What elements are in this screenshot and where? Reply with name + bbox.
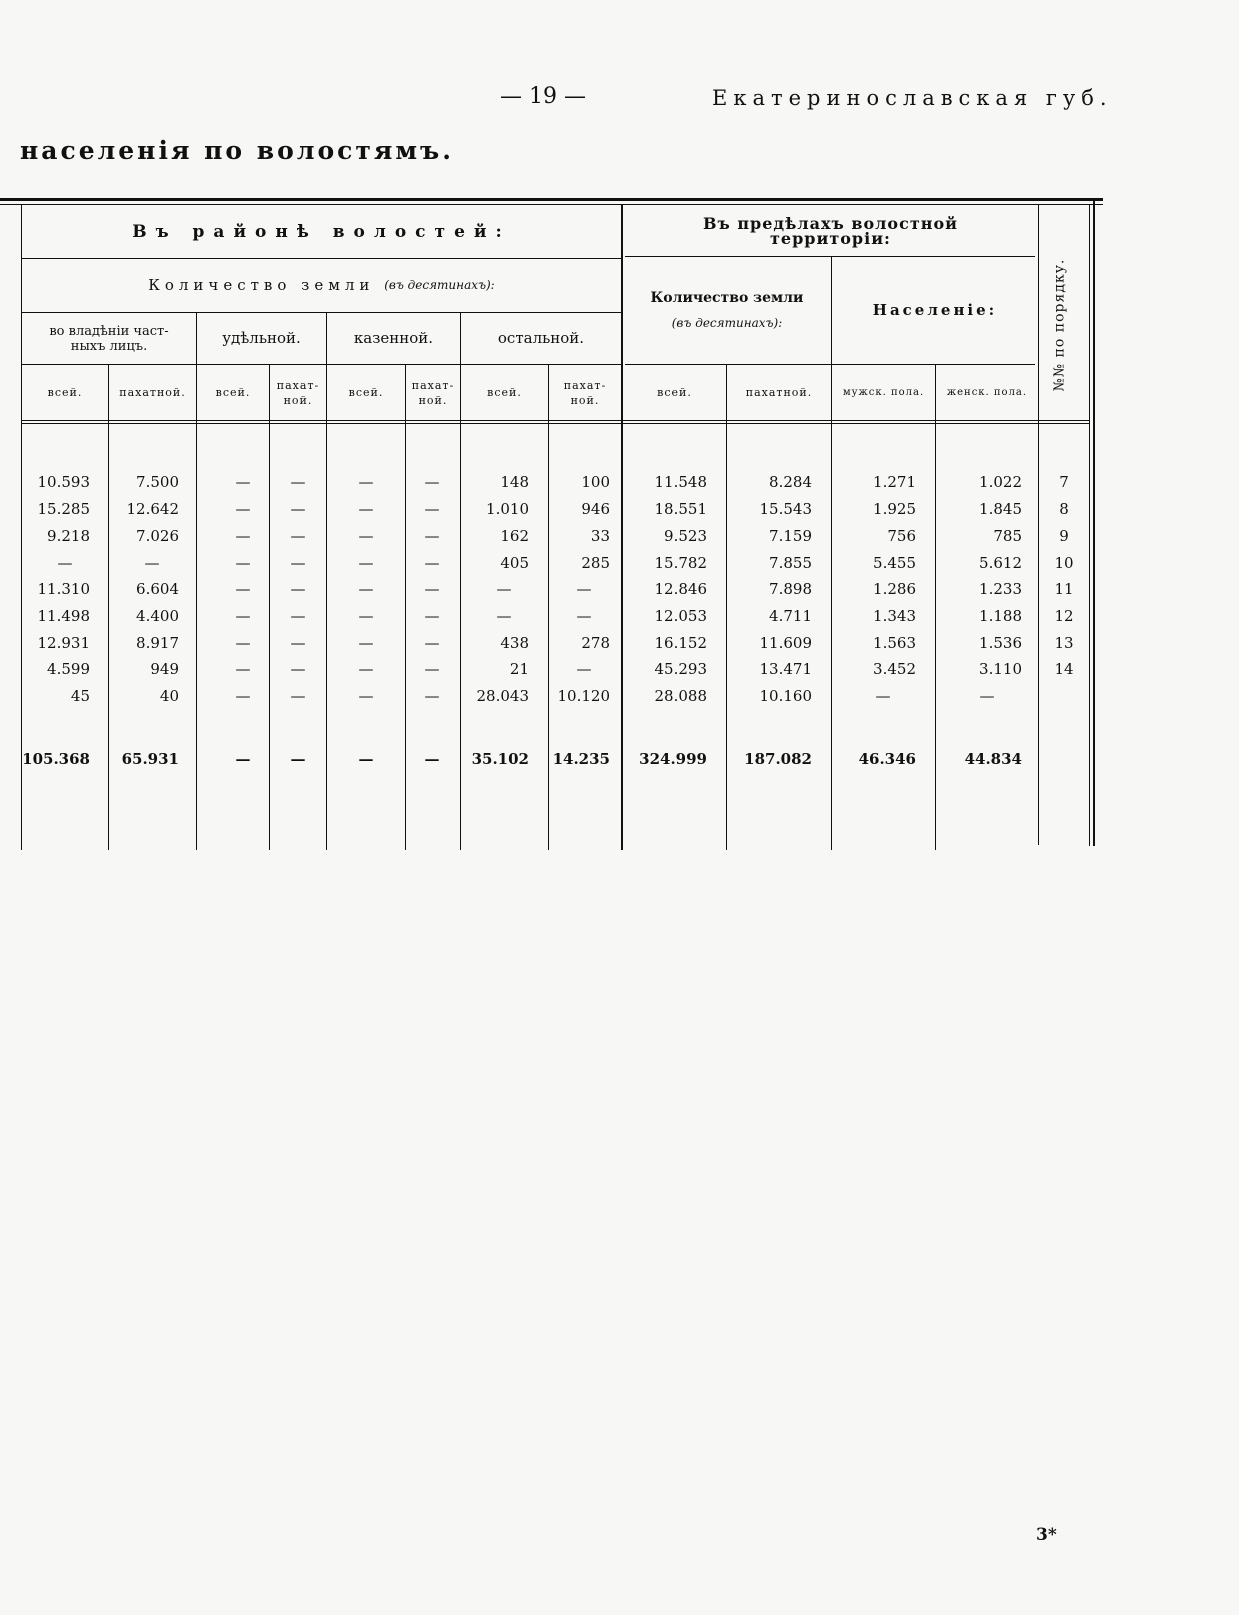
- total-cell: —: [358, 750, 374, 768]
- col-header-3: всей.: [215, 386, 251, 399]
- col-sep-7: [548, 364, 549, 850]
- table-cell: 6.604: [136, 580, 179, 598]
- table-cell: 1.925: [873, 500, 916, 518]
- table-cell: —: [358, 687, 374, 705]
- group-district-heading: Въ районѣ волостей:: [132, 221, 511, 242]
- table-cell: —: [235, 473, 251, 491]
- signature-mark: 3*: [1036, 1525, 1057, 1545]
- section-title: населенія по волостямъ.: [20, 136, 454, 165]
- table-cell: —: [290, 473, 306, 491]
- table-cell: —: [875, 687, 891, 705]
- table-cell: 45.293: [654, 660, 707, 678]
- table-cell: 13.471: [759, 660, 812, 678]
- subgroup-udel: удѣльной.: [222, 329, 301, 347]
- col-sep-order: [1038, 205, 1039, 845]
- land-amount-heading: [22, 259, 621, 312]
- table-cell: 162: [500, 527, 529, 545]
- col-header-10: пахатной.: [745, 386, 813, 399]
- population-heading: Населеніе:: [872, 301, 998, 319]
- table-cell: —: [424, 580, 440, 598]
- table-cell: —: [235, 687, 251, 705]
- col-header-12: женск. пола.: [946, 387, 1028, 398]
- table-cell: 7.898: [769, 580, 812, 598]
- total-cell: 324.999: [639, 750, 707, 768]
- table-cell: 40: [159, 687, 179, 705]
- table-cell: 11: [1054, 580, 1074, 598]
- order-heading: №№ по порядку.: [1051, 258, 1067, 392]
- table-cell: 11.609: [759, 634, 812, 652]
- table-cell: 1.343: [873, 607, 916, 625]
- table-cell: 12.053: [654, 607, 707, 625]
- table-cell: 3.452: [873, 660, 916, 678]
- table-cell: 7.026: [136, 527, 179, 545]
- table-cell: 278: [581, 634, 610, 652]
- table-cell: —: [290, 500, 306, 518]
- table-cell: —: [290, 554, 306, 572]
- table-cell: 10.160: [759, 687, 812, 705]
- table-cell: —: [496, 607, 512, 625]
- table-cell: 11.548: [654, 473, 707, 491]
- table-cell: —: [424, 634, 440, 652]
- table-cell: 1.233: [979, 580, 1022, 598]
- table-cell: —: [358, 607, 374, 625]
- table-cell: —: [424, 687, 440, 705]
- table-cell: —: [424, 527, 440, 545]
- col-header-11: мужск. пола.: [842, 387, 925, 398]
- table-cell: 949: [150, 660, 179, 678]
- table-cell: 28.043: [476, 687, 529, 705]
- table-cell: 15.543: [759, 500, 812, 518]
- table-cell: —: [576, 660, 592, 678]
- table-cell: 1.022: [979, 473, 1022, 491]
- table-cell: —: [424, 554, 440, 572]
- territory-land-label: Количество земли: [650, 289, 804, 306]
- table-cell: —: [358, 660, 374, 678]
- table-cell: 756: [887, 527, 916, 545]
- table-right-border: [1093, 200, 1095, 846]
- table-cell: 7: [1059, 473, 1069, 491]
- subgroup-private: во владѣніи част- ныхъ лицъ.: [49, 323, 169, 354]
- col-header-2: пахатной.: [119, 386, 186, 399]
- table-cell: 4.711: [769, 607, 812, 625]
- table-cell: —: [235, 500, 251, 518]
- table-cell: 10.593: [37, 473, 90, 491]
- total-cell: 46.346: [858, 750, 916, 768]
- total-cell: 65.931: [121, 750, 179, 768]
- table-cell: 12.931: [37, 634, 90, 652]
- table-cell: 285: [581, 554, 610, 572]
- table-cell: 7.855: [769, 554, 812, 572]
- table-cell: —: [290, 527, 306, 545]
- table-cell: —: [144, 554, 160, 572]
- table-cell: —: [235, 634, 251, 652]
- col-header-1: всей.: [47, 386, 83, 399]
- table-cell: 3.110: [979, 660, 1022, 678]
- col-sep-5: [405, 364, 406, 850]
- total-cell: —: [235, 750, 251, 768]
- table-cell: —: [979, 687, 995, 705]
- col-header-5: всей.: [348, 386, 384, 399]
- table-top-rule-thin: [0, 204, 1103, 205]
- table-cell: 8: [1059, 500, 1069, 518]
- total-cell: 35.102: [471, 750, 529, 768]
- table-cell: 16.152: [654, 634, 707, 652]
- table-cell: —: [290, 607, 306, 625]
- land-amount-unit: (въ десятинахъ):: [384, 278, 495, 292]
- total-cell: 44.834: [964, 750, 1022, 768]
- table-cell: 1.845: [979, 500, 1022, 518]
- col-header-7: всей.: [487, 386, 522, 399]
- running-head: Екатеринославская губ.: [712, 86, 1113, 110]
- rule-under-columns: [22, 420, 1090, 421]
- table-cell: 15.782: [654, 554, 707, 572]
- table-cell: —: [290, 634, 306, 652]
- table-cell: 1.286: [873, 580, 916, 598]
- col-header-4: пахат- ной.: [276, 378, 320, 407]
- table-cell: —: [235, 580, 251, 598]
- table-cell: 28.088: [654, 687, 707, 705]
- table-cell: —: [424, 500, 440, 518]
- table-cell: 1.271: [873, 473, 916, 491]
- table-cell: 5.612: [979, 554, 1022, 572]
- total-cell: —: [290, 750, 306, 768]
- page-number: — 19 —: [500, 84, 586, 109]
- table-cell: —: [290, 660, 306, 678]
- table-cell: —: [358, 500, 374, 518]
- total-cell: 187.082: [744, 750, 812, 768]
- table-cell: 18.551: [654, 500, 707, 518]
- table-cell: —: [290, 580, 306, 598]
- table-cell: —: [290, 687, 306, 705]
- group-territory-heading: Въ предѣлахъ волостной территоріи:: [702, 214, 959, 248]
- table-cell: 13: [1054, 634, 1074, 652]
- table-right-border-inner: [1089, 204, 1090, 846]
- table-cell: 8.917: [136, 634, 179, 652]
- col-header-8: пахат- ной.: [563, 378, 607, 407]
- table-cell: 12.846: [654, 580, 707, 598]
- table-cell: —: [358, 527, 374, 545]
- table-top-rule: [0, 198, 1103, 201]
- subgroup-state: казенной.: [353, 329, 434, 347]
- table-cell: 7.159: [769, 527, 812, 545]
- table-cell: 785: [993, 527, 1022, 545]
- total-cell: 14.235: [552, 750, 610, 768]
- rule-under-columns-2: [22, 423, 1090, 424]
- table-cell: —: [424, 660, 440, 678]
- territory-land-unit: (въ десятинахъ):: [671, 315, 783, 330]
- table-cell: —: [424, 607, 440, 625]
- table-cell: 7.500: [136, 473, 179, 491]
- table-cell: —: [57, 554, 73, 572]
- territory-land-heading: [623, 257, 831, 364]
- table-cell: 100: [581, 473, 610, 491]
- table-cell: 33: [590, 527, 610, 545]
- table-cell: 5.455: [873, 554, 916, 572]
- col-header-9: всей.: [657, 386, 692, 399]
- table-cell: 12.642: [126, 500, 179, 518]
- table-cell: 9.523: [664, 527, 707, 545]
- table-cell: 1.536: [979, 634, 1022, 652]
- table-cell: 148: [500, 473, 529, 491]
- table-cell: 4.599: [47, 660, 90, 678]
- table-cell: 9.218: [47, 527, 90, 545]
- total-cell: —: [424, 750, 440, 768]
- col-sep-3: [269, 364, 270, 850]
- table-cell: 8.284: [769, 473, 812, 491]
- table-cell: —: [235, 607, 251, 625]
- table-cell: 946: [581, 500, 610, 518]
- table-cell: 14: [1054, 660, 1074, 678]
- table-cell: 10.120: [557, 687, 610, 705]
- table-cell: 10: [1054, 554, 1074, 572]
- table-cell: —: [424, 473, 440, 491]
- table-cell: 9: [1059, 527, 1069, 545]
- total-cell: 105.368: [22, 750, 90, 768]
- table-cell: 405: [500, 554, 529, 572]
- table-cell: 11.498: [37, 607, 90, 625]
- table-cell: —: [496, 580, 512, 598]
- land-amount-label: Количество земли: [148, 276, 375, 294]
- subgroup-other: остальной.: [497, 329, 585, 347]
- table-cell: 15.285: [37, 500, 90, 518]
- col-header-6: пахат- ной.: [411, 378, 455, 407]
- table-cell: 438: [500, 634, 529, 652]
- table-cell: 4.400: [136, 607, 179, 625]
- table-cell: —: [358, 473, 374, 491]
- table-cell: 45: [70, 687, 90, 705]
- table-cell: —: [576, 607, 592, 625]
- table-cell: —: [576, 580, 592, 598]
- table-cell: 11.310: [37, 580, 90, 598]
- table-cell: 1.563: [873, 634, 916, 652]
- table-cell: 21: [509, 660, 529, 678]
- table-cell: 1.188: [979, 607, 1022, 625]
- table-cell: —: [235, 527, 251, 545]
- table-cell: 1.010: [486, 500, 529, 518]
- table-cell: —: [358, 554, 374, 572]
- table-cell: —: [358, 580, 374, 598]
- table-cell: —: [358, 634, 374, 652]
- table-cell: —: [235, 554, 251, 572]
- table-cell: 12: [1054, 607, 1074, 625]
- table-cell: —: [235, 660, 251, 678]
